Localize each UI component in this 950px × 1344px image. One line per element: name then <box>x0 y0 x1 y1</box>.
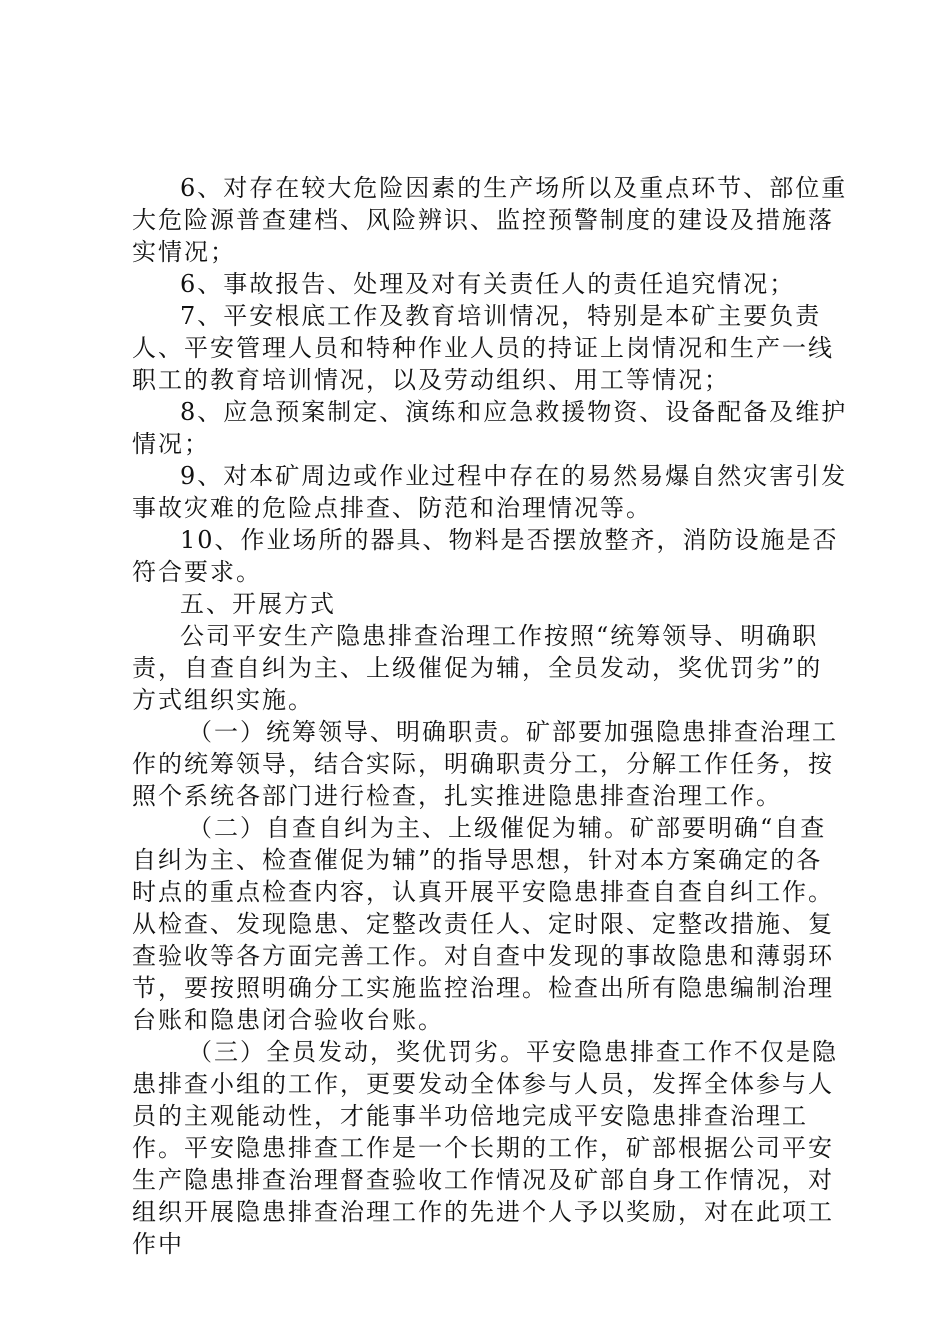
paragraph-item-9-disaster-risks: 9、对本矿周边或作业过程中存在的易然易爆自然灾害引发事故灾难的危险点排查、防范和治理情况等。 <box>132 462 848 522</box>
paragraph-item-7-training: 7、平安根底工作及教育培训情况，特别是本矿主要负责人、平安管理人员和特种作业人员的持证上岗情况和生产一线职工的教育培训情况，以及劳动组织、用工等情况； <box>132 302 834 394</box>
paragraph-item-10-fire-safety: 10、作业场所的器具、物料是否摆放整齐，消防设施是否符合要求。 <box>132 526 839 586</box>
list-item-coordination: （一）统筹领导、明确职责。矿部要加强隐患排查治理工作的统筹领导，结合实际，明确职责分工，分解工作任务，按照个系统各部门进行检查，扎实推进隐患排查治理工作。 <box>132 718 838 810</box>
paragraph-item-6-accident-reporting: 6、事故报告、处理及对有关责任人的责任追究情况； <box>180 270 796 298</box>
document-body <box>132 172 848 1260</box>
paragraph-item-8-emergency: 8、应急预案制定、演练和应急救援物资、设备配备及维护情况； <box>132 398 848 458</box>
paragraph-item-6-hazard-sources: 6、对存在较大危险因素的生产场所以及重点环节、部位重大危险源普查建档、风险辨识、监控预警制度的建设及措施落实情况； <box>132 174 848 266</box>
list-item-mobilization: （三）全员发动，奖优罚劣。平安隐患排查工作不仅是隐患排查小组的工作，更要发动全体参与人员，发挥全体参与人员的主观能动性，才能事半功倍地完成平安隐患排查治理工作。平安隐患排查工作是一个长期的工作，矿部根据公司平安生产隐患排查治理督查验收工作情况及矿部自身工作情况，对组织开展隐患排查治理工作的先进个人予以奖励，对在此项工作中 <box>132 1038 838 1258</box>
list-item-self-inspection: （二）自查自纠为主、上级催促为辅。矿部要明确“自查自纠为主、检查催促为辅”的指导思想，针对本方案确定的各时点的重点检查内容，认真开展平安隐患排查自查自纠工作。从检查、发现隐患、定整改责任人、定时限、定整改措施、复查验收等各方面完善工作。对自查中发现的事故隐患和薄弱环节，要按照明确分工实施监控治理。检查出所有隐患编制治理台账和隐患闭合验收台账。 <box>132 814 834 1034</box>
section-heading: 五、开展方式 <box>180 590 336 618</box>
section-intro: 公司平安生产隐患排查治理工作按照“统筹领导、明确职责，自查自纠为主、上级催促为辅，全员发动，奖优罚劣”的方式组织实施。 <box>132 622 823 714</box>
